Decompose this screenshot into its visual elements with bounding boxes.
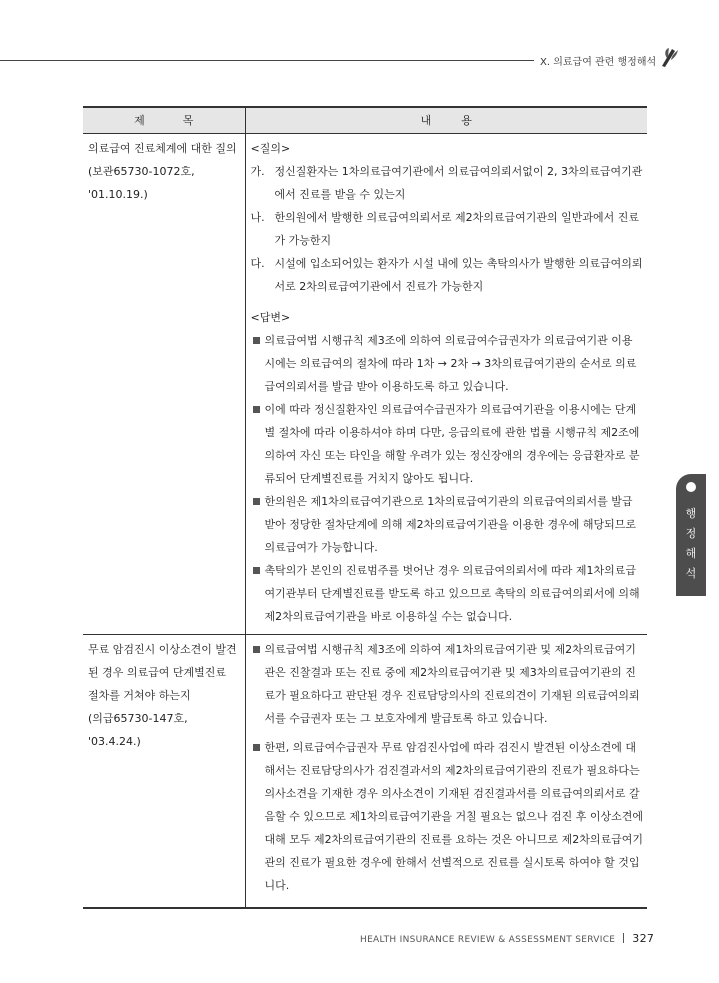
question-item	[251, 252, 644, 298]
page-footer	[360, 932, 654, 945]
side-tab-dot-icon	[686, 482, 696, 492]
table-row	[83, 635, 647, 909]
question-marker: 다.	[250, 257, 265, 270]
question-item	[251, 206, 644, 252]
answer-item: 한의원은 제1차의료급여기관으로 1차의료급여기관의 의료급여의뢰서를 발급 받아 정당한 절차단계에 의해 제2차의료급여기관을 이용한 경우에 해당되므로 의료급여가 가능합니다.	[251, 490, 644, 559]
page-number: 327	[632, 932, 655, 945]
interpretation-table	[83, 106, 647, 909]
answer-item: 의료급여법 시행규칙 제3조에 의하여 의료급여수급권자가 의료급여기관 이용 시에는 의료급여의 절차에 따라 1차 → 2차 → 3차의료급여기관의 순서로 의료급여의뢰서를 발급 받아 이용하도록 하고 있습니다.	[251, 329, 644, 398]
subject-reference: (의급65730-147호, '03.4.24.)	[88, 712, 188, 748]
header-rule	[0, 60, 534, 61]
answer-item: 의료급여법 시행규칙 제3조에 의하여 제1차의료급여기관 및 제2차의료급여기관은 진찰결과 또는 진료 중에 제2차의료급여기관 및 제3차의료급여기관의 진료가 필요하다고 판단된 경우 진료담당의사의 진료의견이 기재된 의료급여의뢰서를 수급권자 또는 그 보호자에게 발급토록 하고 있습니다.	[251, 638, 644, 730]
question-text: 정신질환자는 1차의료급여기관에서 의료급여의뢰서없이 2, 3차의료급여기관에서 진료를 받을 수 있는지	[274, 165, 643, 201]
section-side-tab	[676, 474, 706, 596]
chapter-logo-icon	[658, 46, 680, 68]
answer-item: 한편, 의료급여수급권자 무료 암검진사업에 따라 검진시 발견된 이상소견에 대해서는 진료담당의사가 검진결과서의 제2차의료급여기관의 진료가 필요하다는 의사소견을 기재한 경우 의사소견이 기재된 검진결과서를 의료급여의뢰서로 갈음할 수 있으므로 제1차의료급여기관을 거칠 필요는 없으나 검진 후 이상소견에 대해 모두 제2차의료급여기관의 진료를 요하는 것은 아니므로 제2차의료급여기관의 진료가 필요한 경우에 한해서 선별적으로 진료를 실시토록 하여야 할 것입니다.	[251, 736, 644, 897]
answer-label: <답변>	[250, 311, 291, 324]
subject-column-header: 제목	[83, 107, 245, 134]
subject-line: 절차를 거쳐야 하는지	[88, 689, 191, 702]
answer-item: 촉탁의가 본인의 진료범주를 벗어난 경우 의료급여의뢰서에 따라 제1차의료급여기관부터 단계별진료를 받도록 하고 있으므로 촉탁의 의료급여의뢰서에 의해 제2차의료급여기관을 바로 이용하실 수는 없습니다.	[251, 559, 644, 628]
subject-cell	[83, 635, 245, 909]
side-tab-char: 해	[685, 547, 697, 560]
side-tab-char: 정	[685, 527, 697, 540]
question-label: <질의>	[250, 142, 291, 155]
question-marker: 가.	[250, 165, 265, 178]
side-tab-label	[676, 504, 706, 584]
side-tab-char: 석	[685, 567, 697, 580]
header-title: X. 의료급여 관련 행정해석	[540, 57, 657, 68]
question-text: 한의원에서 발행한 의료급여의뢰서로 제2차의료급여기관의 일반과에서 진료가 가능한지	[274, 211, 640, 247]
content-column-header: 내용	[245, 107, 647, 134]
answer-item: 이에 따라 정신질환자인 의료급여수급권자가 의료급여기관을 이용시에는 단계별 절차에 따라 이용하셔야 하며 다만, 응급의료에 관한 법률 시행규칙 제2조에 의하여 자신 또는 타인을 해할 우려가 있는 정신장애의 경우에는 응급환자로 분류되어 단계별진료를 거치지 않아도 됩니다.	[251, 398, 644, 490]
side-tab-char: 행	[685, 507, 697, 520]
table-row	[83, 134, 647, 635]
subject-reference: (보관65730-1072호, '01.10.19.)	[88, 165, 195, 201]
subject-line: 의료급여 진료체계에 대한 질의	[88, 142, 237, 155]
footer-org: HEALTH INSURANCE REVIEW & ASSESSMENT SERVICE	[360, 935, 616, 945]
subject-line: 된 경우 의료급여 단계별진료	[88, 666, 227, 679]
question-marker: 나.	[250, 211, 265, 224]
footer-divider	[623, 933, 624, 943]
question-text: 시설에 입소되어있는 환자가 시설 내에 있는 촉탁의사가 발행한 의료급여의뢰서로 2차의료급여기관에서 진료가 가능한지	[274, 257, 643, 293]
subject-line: 무료 암검진시 이상소견이 발견	[88, 643, 237, 656]
content-cell	[245, 635, 647, 909]
subject-cell	[83, 134, 245, 635]
table-header-row	[83, 107, 647, 134]
question-item	[251, 160, 644, 206]
content-cell	[245, 134, 647, 635]
